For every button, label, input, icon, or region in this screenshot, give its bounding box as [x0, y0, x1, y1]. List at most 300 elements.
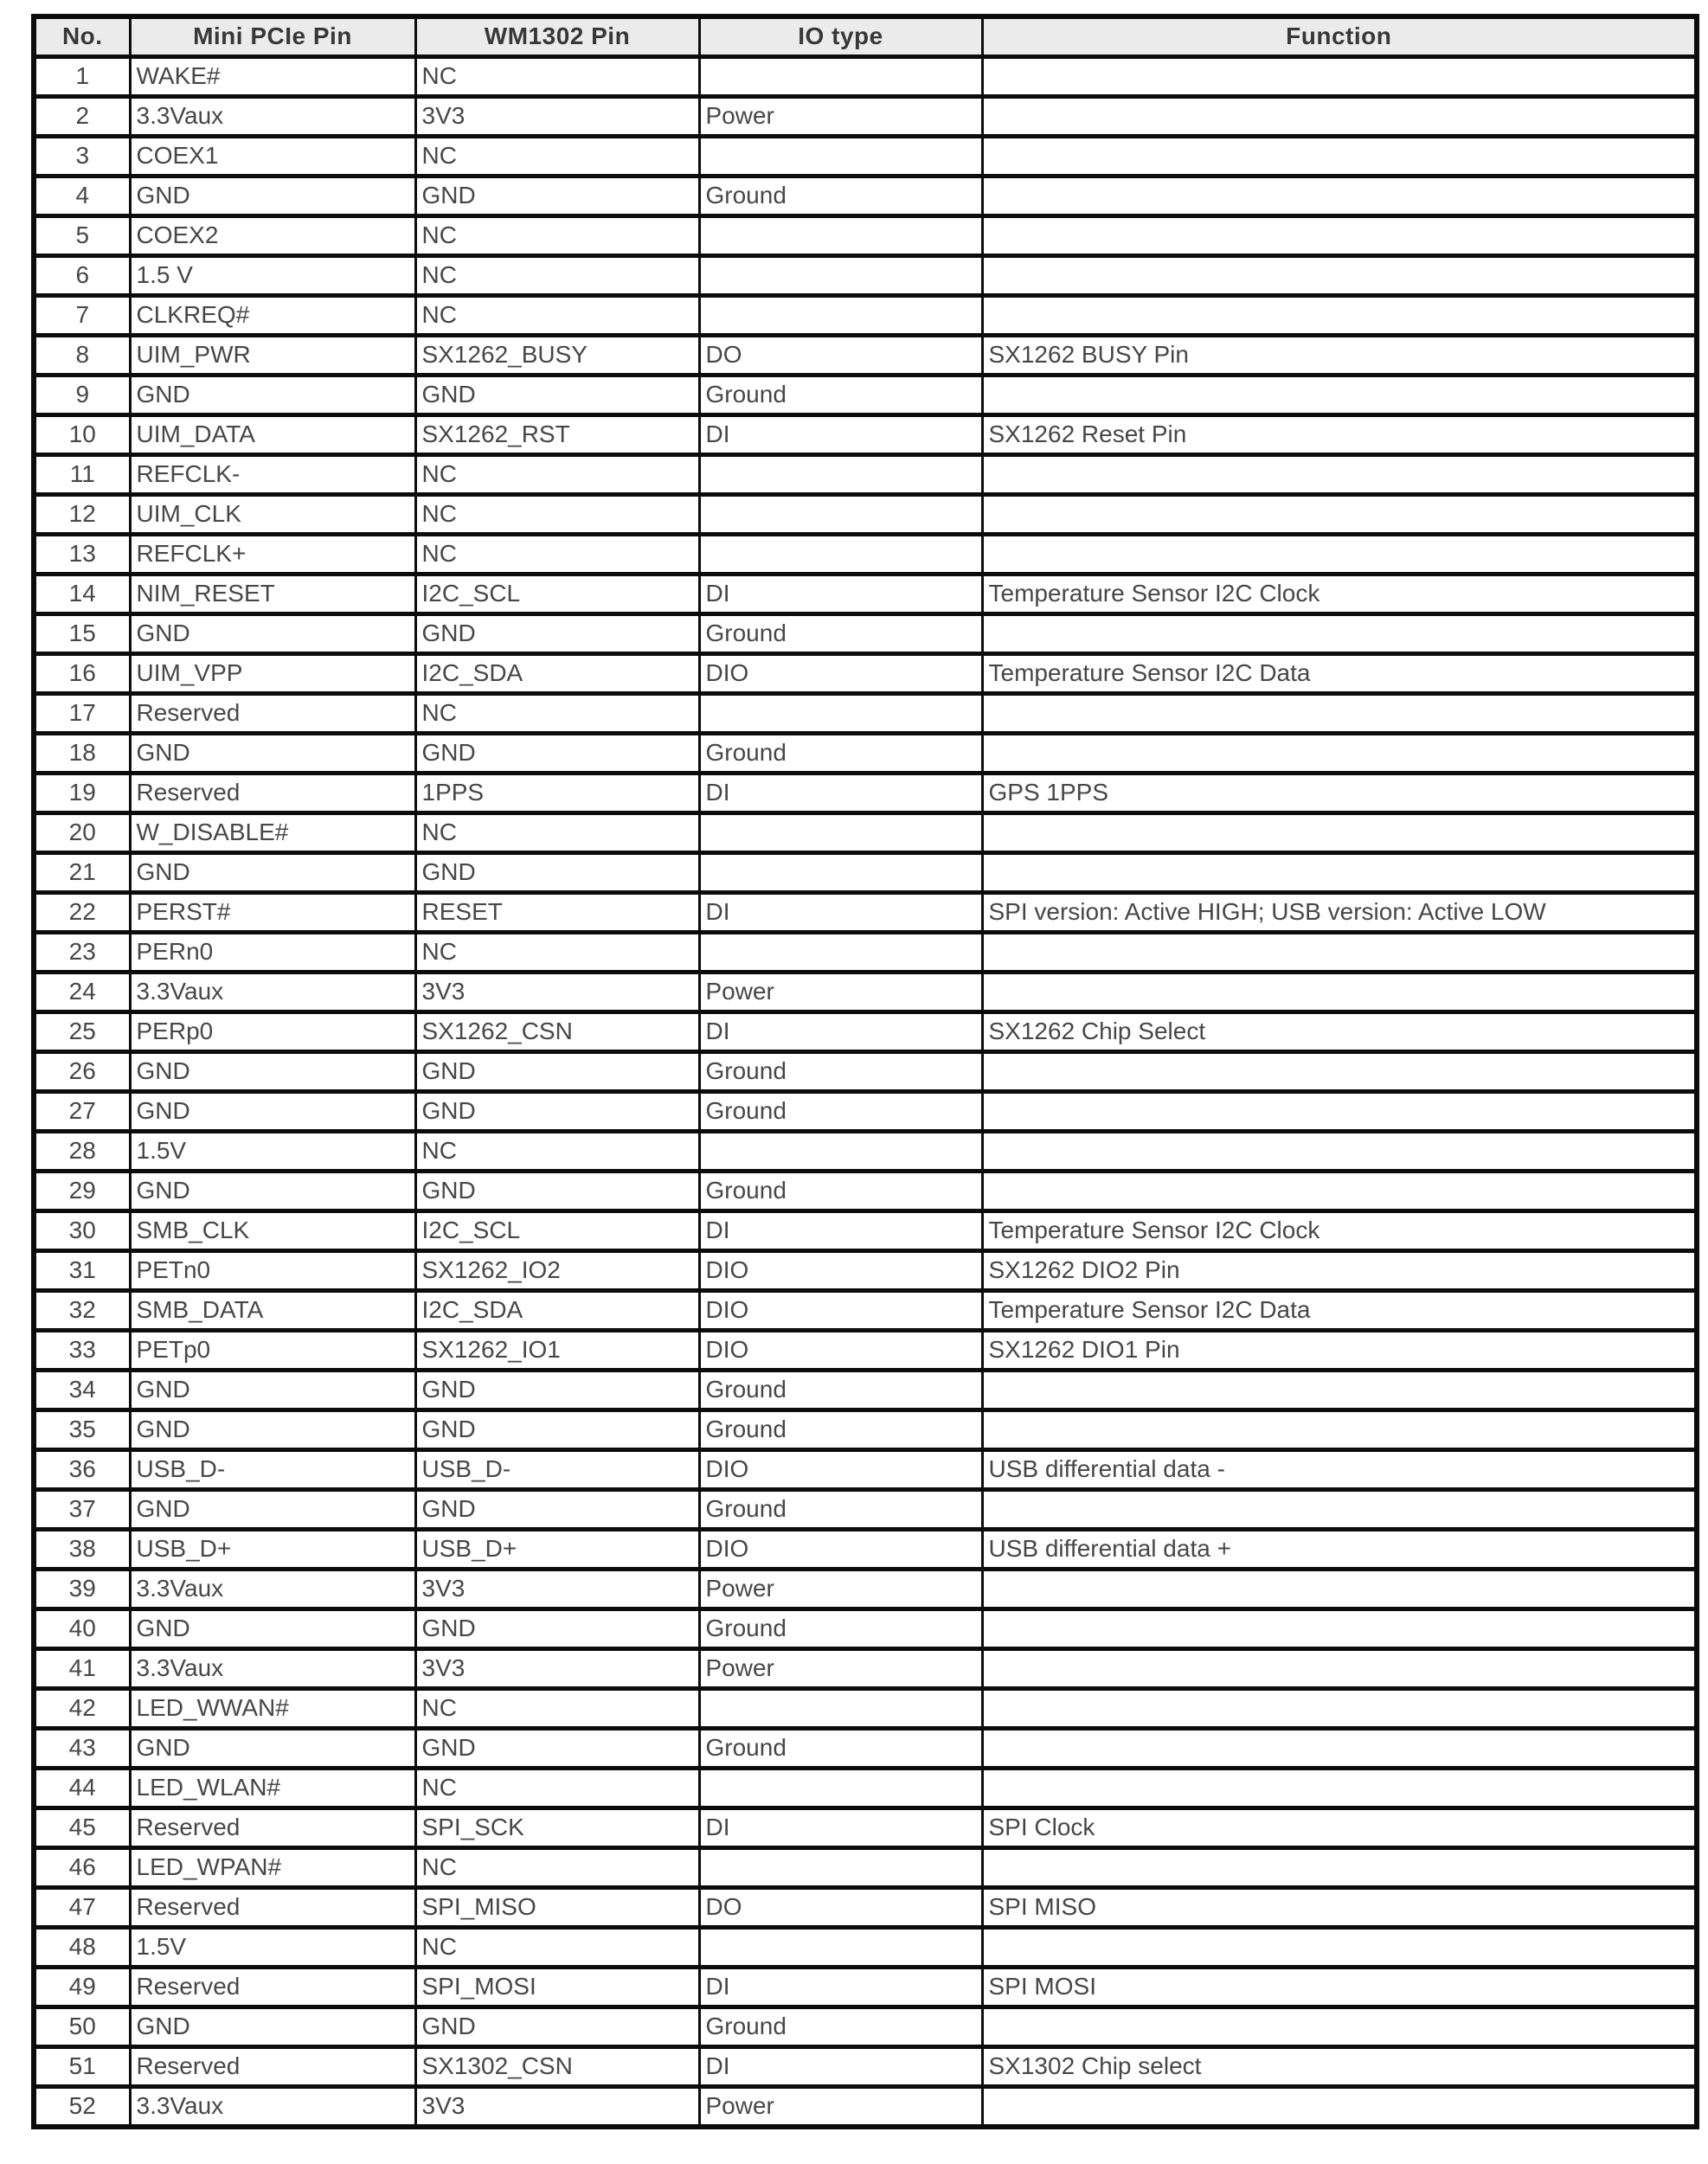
- cell-function: SX1262 DIO1 Pin: [982, 1331, 1697, 1371]
- cell-wm1302-pin: I2C_SCL: [415, 1211, 699, 1251]
- cell-function: [982, 535, 1697, 575]
- cell-wm1302-pin: GND: [415, 2007, 699, 2047]
- cell-wm1302-pin: 3V3: [415, 97, 699, 137]
- cell-function: [982, 1609, 1697, 1649]
- cell-function: [982, 734, 1697, 774]
- cell-function: SPI MOSI: [982, 1968, 1697, 2007]
- cell-wm1302-pin: NC: [415, 216, 699, 256]
- cell-no: 30: [34, 1211, 130, 1251]
- cell-io-type: Ground: [699, 1172, 982, 1211]
- cell-no: 13: [34, 535, 130, 575]
- table-row: [34, 1729, 1697, 1769]
- cell-function: SPI version: Active HIGH; USB version: Active LOW: [982, 893, 1697, 933]
- cell-io-type: Ground: [699, 1371, 982, 1410]
- table-row: [34, 1649, 1697, 1689]
- pin-table-body: [34, 57, 1697, 2128]
- header-minipcie-pin: Mini PCIe Pin: [130, 16, 415, 57]
- cell-minipcie-pin: GND: [130, 1172, 415, 1211]
- table-row: [34, 2007, 1697, 2047]
- cell-io-type: DI: [699, 415, 982, 455]
- cell-minipcie-pin: GND: [130, 376, 415, 415]
- cell-no: 27: [34, 1092, 130, 1132]
- cell-wm1302-pin: NC: [415, 495, 699, 535]
- cell-minipcie-pin: LED_WWAN#: [130, 1689, 415, 1729]
- cell-no: 19: [34, 774, 130, 813]
- cell-wm1302-pin: NC: [415, 1848, 699, 1888]
- header-io-type: IO type: [699, 16, 982, 57]
- cell-no: 2: [34, 97, 130, 137]
- cell-function: GPS 1PPS: [982, 774, 1697, 813]
- cell-function: [982, 1649, 1697, 1689]
- cell-no: 3: [34, 137, 130, 177]
- cell-minipcie-pin: PERp0: [130, 1012, 415, 1052]
- cell-minipcie-pin: WAKE#: [130, 57, 415, 97]
- cell-no: 49: [34, 1968, 130, 2007]
- cell-minipcie-pin: SMB_CLK: [130, 1211, 415, 1251]
- cell-minipcie-pin: USB_D+: [130, 1530, 415, 1570]
- table-row: [34, 933, 1697, 973]
- cell-wm1302-pin: GND: [415, 1729, 699, 1769]
- cell-function: [982, 1052, 1697, 1092]
- table-row: [34, 1530, 1697, 1570]
- cell-function: SX1302 Chip select: [982, 2047, 1697, 2087]
- cell-no: 43: [34, 1729, 130, 1769]
- cell-wm1302-pin: 3V3: [415, 1649, 699, 1689]
- table-row: [34, 1490, 1697, 1530]
- table-row: [34, 1052, 1697, 1092]
- cell-function: SX1262 BUSY Pin: [982, 336, 1697, 376]
- cell-wm1302-pin: GND: [415, 614, 699, 654]
- cell-wm1302-pin: NC: [415, 1132, 699, 1172]
- cell-function: [982, 1769, 1697, 1808]
- cell-wm1302-pin: RESET: [415, 893, 699, 933]
- cell-no: 52: [34, 2087, 130, 2128]
- cell-minipcie-pin: UIM_PWR: [130, 336, 415, 376]
- cell-minipcie-pin: Reserved: [130, 2047, 415, 2087]
- cell-io-type: DI: [699, 1808, 982, 1848]
- cell-no: 17: [34, 694, 130, 734]
- cell-wm1302-pin: GND: [415, 177, 699, 216]
- header-wm1302-pin: WM1302 Pin: [415, 16, 699, 57]
- table-row: [34, 2047, 1697, 2087]
- cell-function: [982, 1848, 1697, 1888]
- table-row: [34, 694, 1697, 734]
- cell-no: 20: [34, 813, 130, 853]
- table-row: [34, 256, 1697, 296]
- header-no: No.: [34, 16, 130, 57]
- cell-minipcie-pin: COEX2: [130, 216, 415, 256]
- cell-wm1302-pin: SX1262_IO2: [415, 1251, 699, 1291]
- table-row: [34, 296, 1697, 336]
- table-row: [34, 97, 1697, 137]
- cell-wm1302-pin: 3V3: [415, 1570, 699, 1609]
- cell-wm1302-pin: SX1262_CSN: [415, 1012, 699, 1052]
- cell-no: 14: [34, 575, 130, 614]
- cell-minipcie-pin: Reserved: [130, 694, 415, 734]
- cell-io-type: Ground: [699, 1410, 982, 1450]
- cell-minipcie-pin: NIM_RESET: [130, 575, 415, 614]
- cell-minipcie-pin: PETn0: [130, 1251, 415, 1291]
- cell-function: Temperature Sensor I2C Data: [982, 654, 1697, 694]
- cell-minipcie-pin: GND: [130, 1609, 415, 1649]
- cell-no: 41: [34, 1649, 130, 1689]
- cell-wm1302-pin: I2C_SCL: [415, 575, 699, 614]
- cell-io-type: Ground: [699, 734, 982, 774]
- table-row: [34, 1211, 1697, 1251]
- cell-wm1302-pin: I2C_SDA: [415, 654, 699, 694]
- cell-function: [982, 177, 1697, 216]
- cell-io-type: [699, 1848, 982, 1888]
- cell-wm1302-pin: GND: [415, 1609, 699, 1649]
- cell-function: [982, 1132, 1697, 1172]
- cell-io-type: DI: [699, 774, 982, 813]
- cell-io-type: Power: [699, 97, 982, 137]
- cell-function: [982, 57, 1697, 97]
- cell-wm1302-pin: GND: [415, 1172, 699, 1211]
- cell-function: [982, 2007, 1697, 2047]
- cell-io-type: Power: [699, 2087, 982, 2128]
- cell-io-type: DO: [699, 336, 982, 376]
- cell-io-type: [699, 694, 982, 734]
- table-row: [34, 1410, 1697, 1450]
- cell-no: 35: [34, 1410, 130, 1450]
- cell-wm1302-pin: NC: [415, 694, 699, 734]
- table-row: [34, 1689, 1697, 1729]
- cell-minipcie-pin: GND: [130, 1490, 415, 1530]
- table-row: [34, 216, 1697, 256]
- cell-minipcie-pin: GND: [130, 2007, 415, 2047]
- cell-io-type: [699, 813, 982, 853]
- cell-no: 10: [34, 415, 130, 455]
- cell-function: SX1262 Reset Pin: [982, 415, 1697, 455]
- cell-no: 45: [34, 1808, 130, 1848]
- cell-no: 28: [34, 1132, 130, 1172]
- cell-minipcie-pin: W_DISABLE#: [130, 813, 415, 853]
- cell-no: 24: [34, 973, 130, 1012]
- pin-mapping-table: [31, 14, 1699, 2129]
- cell-io-type: [699, 535, 982, 575]
- cell-no: 46: [34, 1848, 130, 1888]
- cell-minipcie-pin: Reserved: [130, 774, 415, 813]
- cell-function: USB differential data -: [982, 1450, 1697, 1490]
- cell-minipcie-pin: 3.3Vaux: [130, 97, 415, 137]
- cell-function: [982, 614, 1697, 654]
- cell-function: [982, 2087, 1697, 2128]
- cell-wm1302-pin: SX1262_BUSY: [415, 336, 699, 376]
- cell-function: [982, 933, 1697, 973]
- cell-wm1302-pin: NC: [415, 1689, 699, 1729]
- table-row: [34, 1888, 1697, 1928]
- table-row: [34, 1848, 1697, 1888]
- cell-no: 26: [34, 1052, 130, 1092]
- table-row: [34, 1251, 1697, 1291]
- cell-minipcie-pin: 1.5 V: [130, 256, 415, 296]
- cell-minipcie-pin: GND: [130, 1729, 415, 1769]
- cell-function: [982, 1410, 1697, 1450]
- cell-function: [982, 1490, 1697, 1530]
- cell-wm1302-pin: GND: [415, 1052, 699, 1092]
- table-row: [34, 1012, 1697, 1052]
- table-row: [34, 1450, 1697, 1490]
- cell-io-type: [699, 57, 982, 97]
- table-row: [34, 1570, 1697, 1609]
- cell-wm1302-pin: NC: [415, 137, 699, 177]
- cell-function: [982, 296, 1697, 336]
- cell-wm1302-pin: USB_D+: [415, 1530, 699, 1570]
- cell-io-type: Power: [699, 1570, 982, 1609]
- cell-wm1302-pin: SX1262_IO1: [415, 1331, 699, 1371]
- cell-wm1302-pin: GND: [415, 1410, 699, 1450]
- cell-io-type: DIO: [699, 1251, 982, 1291]
- table-row: [34, 1092, 1697, 1132]
- cell-no: 15: [34, 614, 130, 654]
- cell-io-type: [699, 455, 982, 495]
- cell-no: 48: [34, 1928, 130, 1968]
- cell-minipcie-pin: 3.3Vaux: [130, 1649, 415, 1689]
- cell-no: 16: [34, 654, 130, 694]
- cell-wm1302-pin: SPI_MOSI: [415, 1968, 699, 2007]
- cell-wm1302-pin: GND: [415, 1490, 699, 1530]
- table-header: [34, 16, 1697, 57]
- cell-wm1302-pin: NC: [415, 933, 699, 973]
- cell-minipcie-pin: GND: [130, 177, 415, 216]
- table-row: [34, 813, 1697, 853]
- cell-minipcie-pin: Reserved: [130, 1808, 415, 1848]
- cell-no: 44: [34, 1769, 130, 1808]
- cell-wm1302-pin: GND: [415, 376, 699, 415]
- table-row: [34, 137, 1697, 177]
- cell-wm1302-pin: SX1302_CSN: [415, 2047, 699, 2087]
- cell-io-type: [699, 137, 982, 177]
- cell-io-type: Power: [699, 973, 982, 1012]
- cell-minipcie-pin: GND: [130, 734, 415, 774]
- cell-minipcie-pin: 1.5V: [130, 1928, 415, 1968]
- table-row: [34, 376, 1697, 415]
- cell-wm1302-pin: NC: [415, 455, 699, 495]
- cell-function: Temperature Sensor I2C Clock: [982, 575, 1697, 614]
- cell-io-type: DI: [699, 1968, 982, 2007]
- cell-wm1302-pin: GND: [415, 1092, 699, 1132]
- table-row: [34, 654, 1697, 694]
- cell-wm1302-pin: USB_D-: [415, 1450, 699, 1490]
- cell-no: 47: [34, 1888, 130, 1928]
- cell-io-type: Ground: [699, 1490, 982, 1530]
- table-row: [34, 734, 1697, 774]
- cell-minipcie-pin: COEX1: [130, 137, 415, 177]
- table-row: [34, 1331, 1697, 1371]
- cell-minipcie-pin: 1.5V: [130, 1132, 415, 1172]
- cell-minipcie-pin: GND: [130, 614, 415, 654]
- cell-minipcie-pin: PERn0: [130, 933, 415, 973]
- cell-no: 39: [34, 1570, 130, 1609]
- cell-io-type: [699, 1689, 982, 1729]
- cell-function: [982, 1928, 1697, 1968]
- cell-io-type: Ground: [699, 1092, 982, 1132]
- cell-minipcie-pin: CLKREQ#: [130, 296, 415, 336]
- cell-wm1302-pin: 3V3: [415, 973, 699, 1012]
- cell-io-type: Ground: [699, 177, 982, 216]
- cell-no: 1: [34, 57, 130, 97]
- cell-function: [982, 853, 1697, 893]
- cell-no: 51: [34, 2047, 130, 2087]
- cell-minipcie-pin: REFCLK-: [130, 455, 415, 495]
- table-row: [34, 1928, 1697, 1968]
- cell-function: SPI MISO: [982, 1888, 1697, 1928]
- cell-function: [982, 376, 1697, 415]
- cell-wm1302-pin: NC: [415, 813, 699, 853]
- cell-function: [982, 1371, 1697, 1410]
- table-row: [34, 535, 1697, 575]
- cell-function: [982, 1172, 1697, 1211]
- cell-minipcie-pin: 3.3Vaux: [130, 2087, 415, 2128]
- cell-no: 37: [34, 1490, 130, 1530]
- cell-function: [982, 813, 1697, 853]
- cell-no: 4: [34, 177, 130, 216]
- cell-no: 5: [34, 216, 130, 256]
- table-row: [34, 774, 1697, 813]
- cell-io-type: DIO: [699, 1450, 982, 1490]
- cell-minipcie-pin: GND: [130, 1371, 415, 1410]
- cell-no: 38: [34, 1530, 130, 1570]
- table-row: [34, 2087, 1697, 2128]
- header-row: [34, 16, 1697, 57]
- cell-no: 33: [34, 1331, 130, 1371]
- cell-minipcie-pin: REFCLK+: [130, 535, 415, 575]
- cell-minipcie-pin: UIM_CLK: [130, 495, 415, 535]
- cell-no: 50: [34, 2007, 130, 2047]
- cell-wm1302-pin: 1PPS: [415, 774, 699, 813]
- cell-io-type: [699, 296, 982, 336]
- cell-function: [982, 97, 1697, 137]
- cell-minipcie-pin: Reserved: [130, 1968, 415, 2007]
- cell-function: SX1262 Chip Select: [982, 1012, 1697, 1052]
- cell-io-type: [699, 495, 982, 535]
- cell-io-type: [699, 853, 982, 893]
- cell-function: [982, 1689, 1697, 1729]
- cell-no: 29: [34, 1172, 130, 1211]
- cell-function: [982, 256, 1697, 296]
- table-row: [34, 1769, 1697, 1808]
- cell-io-type: Ground: [699, 614, 982, 654]
- cell-no: 40: [34, 1609, 130, 1649]
- cell-no: 9: [34, 376, 130, 415]
- cell-no: 32: [34, 1291, 130, 1331]
- cell-wm1302-pin: I2C_SDA: [415, 1291, 699, 1331]
- cell-no: 7: [34, 296, 130, 336]
- cell-no: 8: [34, 336, 130, 376]
- table-row: [34, 415, 1697, 455]
- cell-wm1302-pin: NC: [415, 57, 699, 97]
- cell-minipcie-pin: GND: [130, 853, 415, 893]
- cell-function: [982, 694, 1697, 734]
- cell-no: 31: [34, 1251, 130, 1291]
- cell-io-type: DIO: [699, 1291, 982, 1331]
- cell-io-type: Ground: [699, 1609, 982, 1649]
- table-row: [34, 973, 1697, 1012]
- cell-io-type: [699, 1928, 982, 1968]
- cell-function: Temperature Sensor I2C Data: [982, 1291, 1697, 1331]
- table-row: [34, 336, 1697, 376]
- cell-io-type: Power: [699, 1649, 982, 1689]
- table-row: [34, 1968, 1697, 2007]
- cell-io-type: DO: [699, 1888, 982, 1928]
- cell-io-type: DI: [699, 2047, 982, 2087]
- cell-no: 23: [34, 933, 130, 973]
- header-function: Function: [982, 16, 1697, 57]
- cell-io-type: DI: [699, 1211, 982, 1251]
- cell-minipcie-pin: 3.3Vaux: [130, 973, 415, 1012]
- table-row: [34, 1172, 1697, 1211]
- table-row: [34, 1291, 1697, 1331]
- cell-no: 25: [34, 1012, 130, 1052]
- cell-function: [982, 1570, 1697, 1609]
- table-row: [34, 455, 1697, 495]
- cell-io-type: DIO: [699, 654, 982, 694]
- cell-io-type: Ground: [699, 376, 982, 415]
- cell-no: 18: [34, 734, 130, 774]
- cell-function: [982, 973, 1697, 1012]
- cell-no: 11: [34, 455, 130, 495]
- cell-wm1302-pin: NC: [415, 535, 699, 575]
- cell-function: [982, 1729, 1697, 1769]
- table-row: [34, 495, 1697, 535]
- cell-no: 22: [34, 893, 130, 933]
- cell-wm1302-pin: SX1262_RST: [415, 415, 699, 455]
- cell-io-type: [699, 216, 982, 256]
- cell-no: 12: [34, 495, 130, 535]
- cell-no: 36: [34, 1450, 130, 1490]
- cell-minipcie-pin: 3.3Vaux: [130, 1570, 415, 1609]
- cell-no: 6: [34, 256, 130, 296]
- table-row: [34, 893, 1697, 933]
- cell-wm1302-pin: SPI_SCK: [415, 1808, 699, 1848]
- cell-minipcie-pin: LED_WLAN#: [130, 1769, 415, 1808]
- table-row: [34, 1808, 1697, 1848]
- cell-function: Temperature Sensor I2C Clock: [982, 1211, 1697, 1251]
- cell-function: [982, 216, 1697, 256]
- cell-wm1302-pin: NC: [415, 1769, 699, 1808]
- cell-no: 21: [34, 853, 130, 893]
- table-row: [34, 575, 1697, 614]
- cell-wm1302-pin: GND: [415, 853, 699, 893]
- cell-minipcie-pin: USB_D-: [130, 1450, 415, 1490]
- cell-wm1302-pin: GND: [415, 734, 699, 774]
- cell-minipcie-pin: GND: [130, 1052, 415, 1092]
- cell-no: 42: [34, 1689, 130, 1729]
- cell-minipcie-pin: GND: [130, 1092, 415, 1132]
- cell-io-type: DIO: [699, 1530, 982, 1570]
- table-row: [34, 57, 1697, 97]
- cell-io-type: [699, 256, 982, 296]
- cell-io-type: DI: [699, 575, 982, 614]
- cell-io-type: [699, 1769, 982, 1808]
- cell-wm1302-pin: NC: [415, 256, 699, 296]
- table-row: [34, 1132, 1697, 1172]
- cell-io-type: Ground: [699, 2007, 982, 2047]
- cell-wm1302-pin: SPI_MISO: [415, 1888, 699, 1928]
- cell-function: [982, 455, 1697, 495]
- cell-minipcie-pin: SMB_DATA: [130, 1291, 415, 1331]
- cell-minipcie-pin: UIM_DATA: [130, 415, 415, 455]
- cell-io-type: Ground: [699, 1729, 982, 1769]
- cell-minipcie-pin: UIM_VPP: [130, 654, 415, 694]
- table-row: [34, 614, 1697, 654]
- cell-io-type: DI: [699, 893, 982, 933]
- cell-io-type: DIO: [699, 1331, 982, 1371]
- cell-minipcie-pin: PERST#: [130, 893, 415, 933]
- cell-minipcie-pin: Reserved: [130, 1888, 415, 1928]
- cell-function: SPI Clock: [982, 1808, 1697, 1848]
